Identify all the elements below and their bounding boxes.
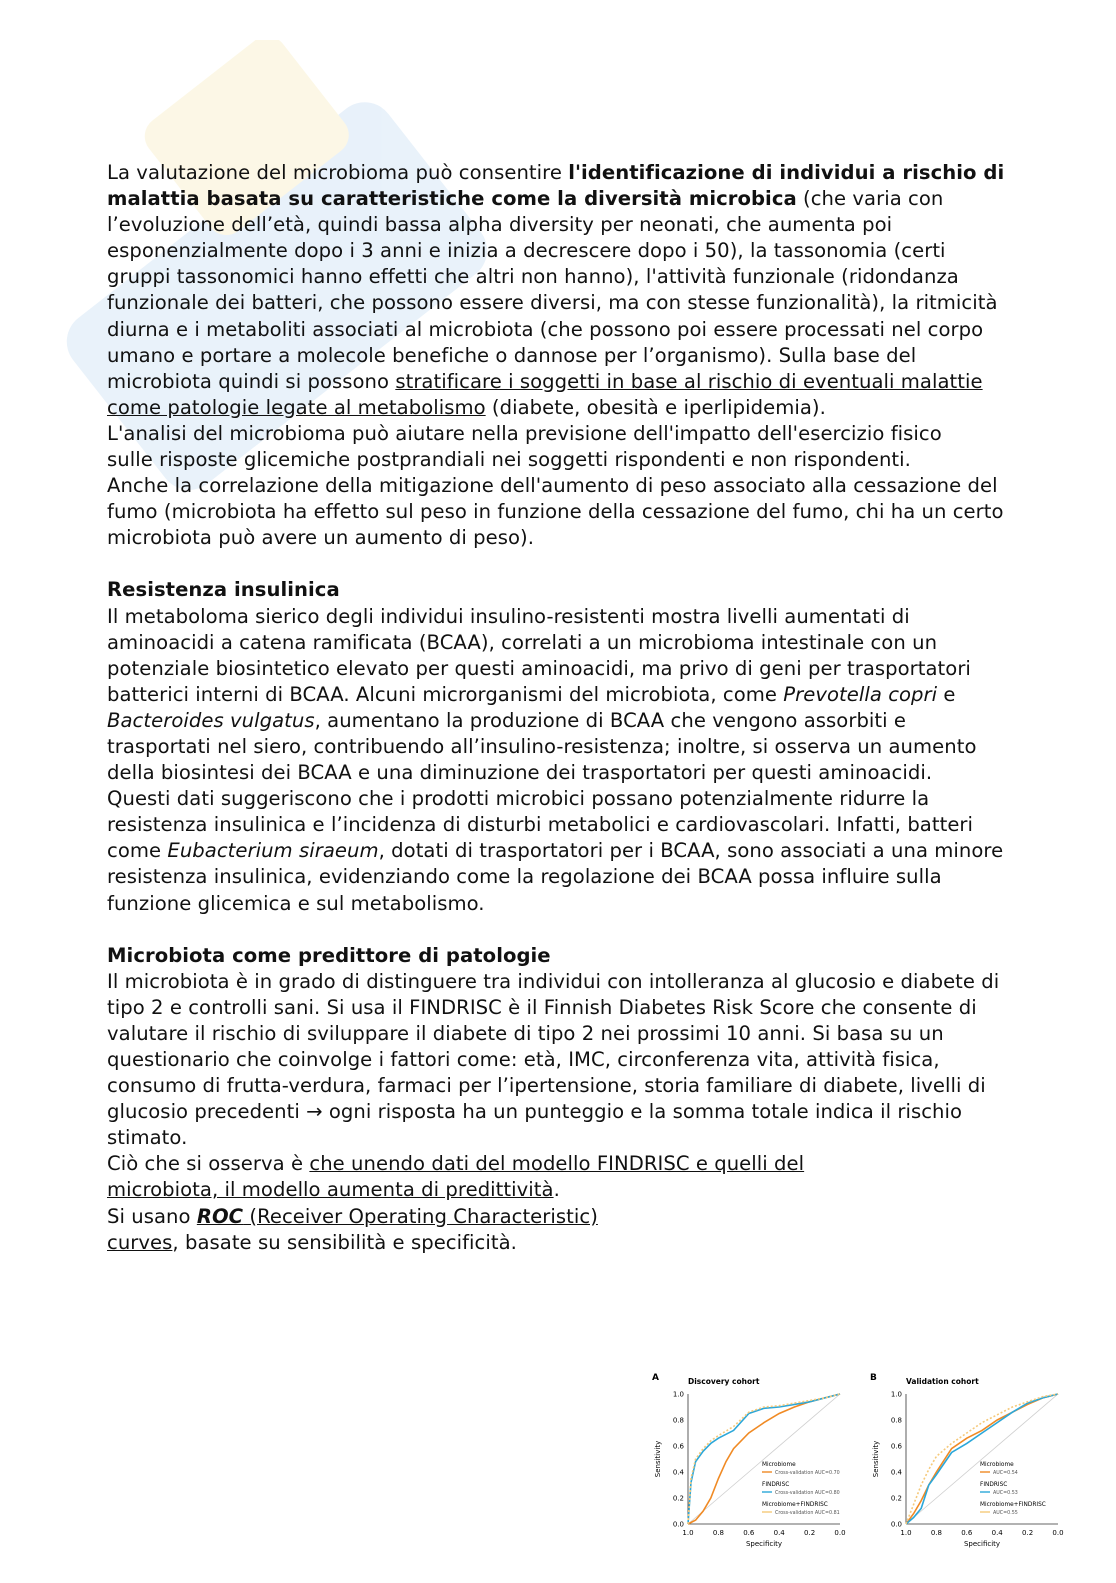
intro-underlined-phrase: stratificare i soggetti in base al rischio di eventuali malattie come patologie legate al metabolismo <box>107 369 983 419</box>
panel-a-x-tick: 0.8 <box>712 1529 724 1537</box>
panel-b-x-tick: 0.0 <box>1052 1529 1064 1537</box>
panel-a-title: Discovery cohort <box>688 1377 760 1386</box>
document-body <box>107 160 1007 1256</box>
panel-b-legend-name: Microbiome+FINDRISC <box>980 1502 1046 1508</box>
panel-b-legend-name: FINDRISC <box>980 1482 1008 1488</box>
intro-bold-phrase: l'identificazione di individui a rischio di malattia basata su caratteristiche come la diversità microbica <box>107 161 1005 211</box>
panel-a-y-tick: 0.4 <box>672 1468 684 1477</box>
panel-b-x-tick: 1.0 <box>900 1529 912 1537</box>
panel-b-y-tick: 0.4 <box>890 1468 902 1477</box>
intro-paragraph: La valutazione del microbioma può consentire l'identificazione di individui a rischio di malattia basata su caratteristiche come la diversità microbica (che varia con l’evoluzione dell’età, quindi bassa alpha diversity per neonati, che aumenta poi esponenzialmente dopo i 3 anni e inizia a decrescere dopo i 50), la tassonomia (certi gruppi tassonomici hanno effetti che altri non hanno), l'attività funzionale (ridondanza funzionale dei batteri, che possono essere diversi, ma con stesse funzionalità), la ritmicità diurna e i metaboliti associati al microbiota (che possono poi essere processati nel corpo umano e portare a molecole benefiche o dannose per l’organismo). Sulla base del microbiota quindi si possono stratificare i soggetti in base al rischio di eventuali malattie come patologie legate al metabolismo (diabete, obesità e iperlipidemia). <box>107 161 1005 419</box>
panel-a-y-tick: 0.8 <box>672 1416 684 1425</box>
panel-b-x-tick: 0.4 <box>991 1529 1003 1537</box>
predictor-heading: Microbiota come predittore di patologie <box>107 943 551 967</box>
panel-a-x-tick: 0.6 <box>743 1529 755 1537</box>
panel-b-y-tick: 0.6 <box>890 1442 902 1451</box>
exercise-line-1: L'analisi del microbioma può aiutare nella previsione dell'impatto dell'esercizio fisico <box>107 421 942 445</box>
panel-a-letter: A <box>652 1373 659 1383</box>
panel-b-legend-sub: AUC=0.53 <box>993 1491 1018 1496</box>
roc-paragraph: Si usano ROC (Receiver Operating Characteristic) curves, basate su sensibilità e specificità. <box>107 1204 598 1254</box>
panel-b-legend-sub: AUC=0.54 <box>993 1471 1018 1476</box>
insulin-paragraph-1: Il metaboloma sierico degli individui insulino-resistenti mostra livelli aumentati di aminoacidi a catena ramificata (BCAA), correlati a un microbioma intestinale con un potenziale biosintetico elevato per questi aminoacidi, ma privo di geni per trasportatori batterici interni di BCAA. Alcuni microrganismi del microbiota, come Prevotella copri e Bacteroides vulgatus, aumentano la produzione di BCAA che vengono assorbiti e trasportati nel siero, contribuendo all’insulino-resistenza; inoltre, si osserva un aumento della biosintesi dei BCAA e una diminuzione dei trasportatori per questi aminoacidi. <box>107 604 977 785</box>
panel-b-y-tick: 0.0 <box>890 1520 902 1529</box>
roc-curves-svg <box>640 1368 1076 1579</box>
panel-a-x-tick: 1.0 <box>682 1529 694 1537</box>
panel-a-legend-name: Microbiome <box>762 1462 796 1468</box>
insulin-paragraph-2: Questi dati suggeriscono che i prodotti microbici possano potenzialmente ridurre la resistenza insulinica e l’incidenza di disturbi metabolici e cardiovascolari. Infatti, batteri come Eubacterium siraeum, dotati di trasportatori per i BCAA, sono associati a una minore resistenza insulinica, evidenziando come la regolazione dei BCAA possa influire sulla funzione glicemica e sul metabolismo. <box>107 787 1004 915</box>
panel-b-y-tick: 1.0 <box>890 1390 902 1399</box>
panel-a-legend-sub: Cross-validation AUC=0.70 <box>775 1471 840 1476</box>
panel-b-x-tick: 0.8 <box>930 1529 942 1537</box>
smoking-paragraph: Anche la correlazione della mitigazione dell'aumento di peso associato alla cessazione del fumo (microbiota ha effetto sul peso in funzione della cessazione del fumo, chi ha un certo microbiota può avere un aumento di peso). <box>107 474 1004 550</box>
panel-b-legend-name: Microbiome <box>980 1462 1014 1468</box>
panel-a-y-tick: 0.6 <box>672 1442 684 1451</box>
panel-a-legend-name: FINDRISC <box>762 1482 790 1488</box>
panel-a-y-label: Sensitivity <box>654 1440 662 1478</box>
panel-b-x-tick: 0.2 <box>1022 1529 1034 1537</box>
panel-b-letter: B <box>870 1373 877 1383</box>
predictor-paragraph-2: Ciò che si osserva è che unendo dati del modello FINDRISC e quelli del microbiota, il modello aumenta di predittività. <box>107 1152 805 1202</box>
panel-b-legend-sub: AUC=0.55 <box>993 1511 1018 1516</box>
panel-a-y-tick: 0.0 <box>672 1520 684 1529</box>
panel-a-y-tick: 0.2 <box>672 1494 684 1503</box>
panel-b-y-label: Sensitivity <box>872 1440 880 1478</box>
panel-b-title: Validation cohort <box>906 1377 979 1386</box>
panel-a-y-tick: 1.0 <box>672 1390 684 1399</box>
panel-b-y-tick: 0.8 <box>890 1416 902 1425</box>
panel-b-x-label: Specificity <box>963 1540 1001 1548</box>
panel-a-x-label: Specificity <box>745 1540 783 1548</box>
panel-a-legend-sub: Cross-validation AUC=0.80 <box>775 1491 840 1496</box>
panel-b-y-tick: 0.2 <box>890 1494 902 1503</box>
panel-b-x-tick: 0.6 <box>961 1529 973 1537</box>
panel-a-x-tick: 0.2 <box>804 1529 816 1537</box>
panel-a-x-tick: 0.4 <box>773 1529 785 1537</box>
panel-a-x-tick: 0.0 <box>834 1529 846 1537</box>
panel-a-legend-name: Microbiome+FINDRISC <box>762 1502 828 1508</box>
panel-a-legend-sub: Cross-validation AUC=0.81 <box>775 1511 840 1516</box>
insulin-heading: Resistenza insulinica <box>107 578 340 602</box>
exercise-line-2: sulle risposte glicemiche postprandiali nei soggetti rispondenti e non rispondenti. <box>107 448 911 472</box>
predictor-paragraph-1: Il microbiota è in grado di distinguere tra individui con intolleranza al glucosio e diabete di tipo 2 e controlli sani. Si usa il FINDRISC è il Finnish Diabetes Risk Score che consente di valutare il rischio di sviluppare il diabete di tipo 2 nei prossimi 10 anni. Si basa su un questionario che coinvolge i fattori come: età, IMC, circonferenza vita, attività fisica, consumo di frutta-verdura, farmaci per l’ipertensione, storia familiare di diabete, livelli di glucosio precedenti → ogni risposta ha un punteggio e la somma totale indica il rischio stimato. <box>107 969 1000 1150</box>
roc-figure <box>640 1368 1076 1579</box>
